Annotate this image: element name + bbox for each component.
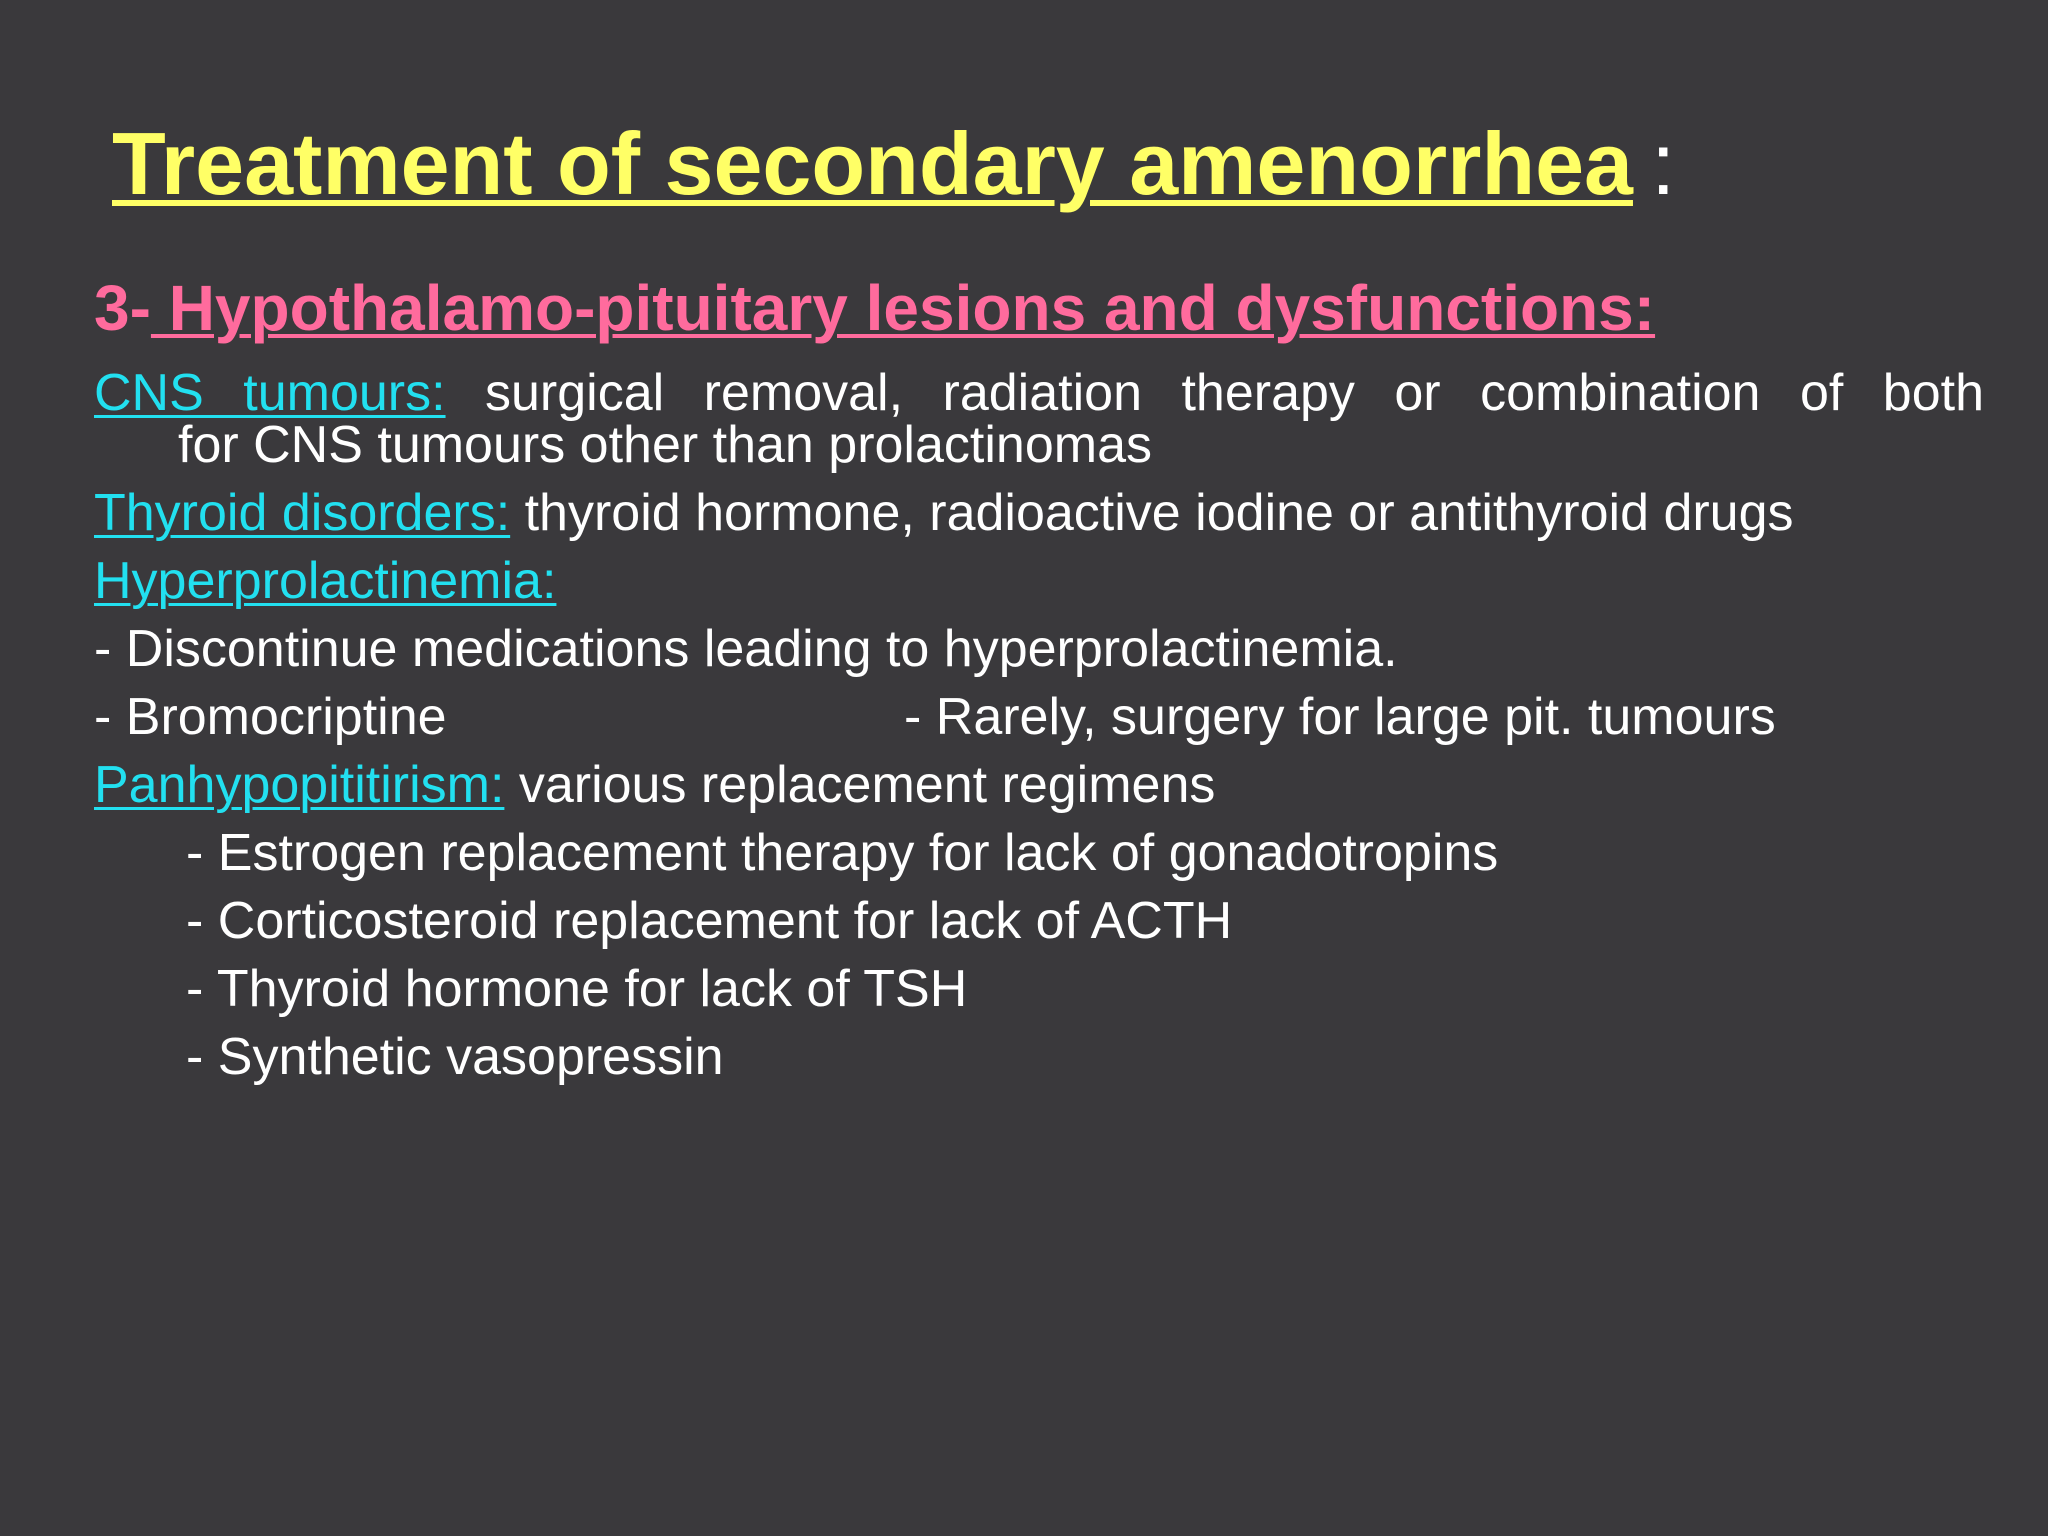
thyroid-disorders-line — [94, 482, 1794, 544]
slide-title-text: Treatment of secondary amenorrhea — [112, 114, 1633, 213]
hyperprolactinemia-item: - Discontinue medications leading to hyperprolactinemia. — [94, 620, 1398, 678]
hyperprolactinemia-item: - Bromocriptine — [94, 688, 447, 746]
panhypopituitarism-item: - Estrogen replacement therapy for lack of gonadotropins — [186, 824, 1499, 882]
cns-tumours-text: surgical removal, radiation therapy or combination of both — [445, 364, 1984, 422]
cns-tumours-continuation: for CNS tumours other than prolactinomas — [178, 416, 1152, 474]
slide-title-colon: : — [1650, 114, 1676, 213]
hyperprolactinemia-item: - Rarely, surgery for large pit. tumours — [904, 688, 1776, 746]
thyroid-disorders-text: thyroid hormone, radioactive iodine or antithyroid drugs — [510, 484, 1794, 542]
panhypopituitarism-text: various replacement regimens — [504, 756, 1216, 814]
section-heading — [94, 268, 1655, 348]
panhypopituitarism-label: Panhypopititirism: — [94, 756, 505, 814]
hyperprolactinemia-label: Hyperprolactinemia: — [94, 552, 557, 610]
section-heading-text: Hypothalamo-pituitary lesions and dysfunctions: — [150, 272, 1656, 344]
hyperprolactinemia-line — [94, 550, 556, 612]
slide-title — [112, 112, 1675, 216]
thyroid-disorders-label: Thyroid disorders: — [94, 484, 511, 542]
panhypopituitarism-item: - Corticosteroid replacement for lack of ACTH — [186, 892, 1233, 950]
section-number: 3- — [94, 272, 151, 344]
panhypopituitarism-item: - Synthetic vasopressin — [186, 1028, 724, 1086]
panhypopituitarism-item: - Thyroid hormone for lack of TSH — [186, 960, 968, 1018]
cns-tumours-label: CNS tumours: — [94, 364, 446, 422]
panhypopituitarism-line — [94, 754, 1215, 816]
